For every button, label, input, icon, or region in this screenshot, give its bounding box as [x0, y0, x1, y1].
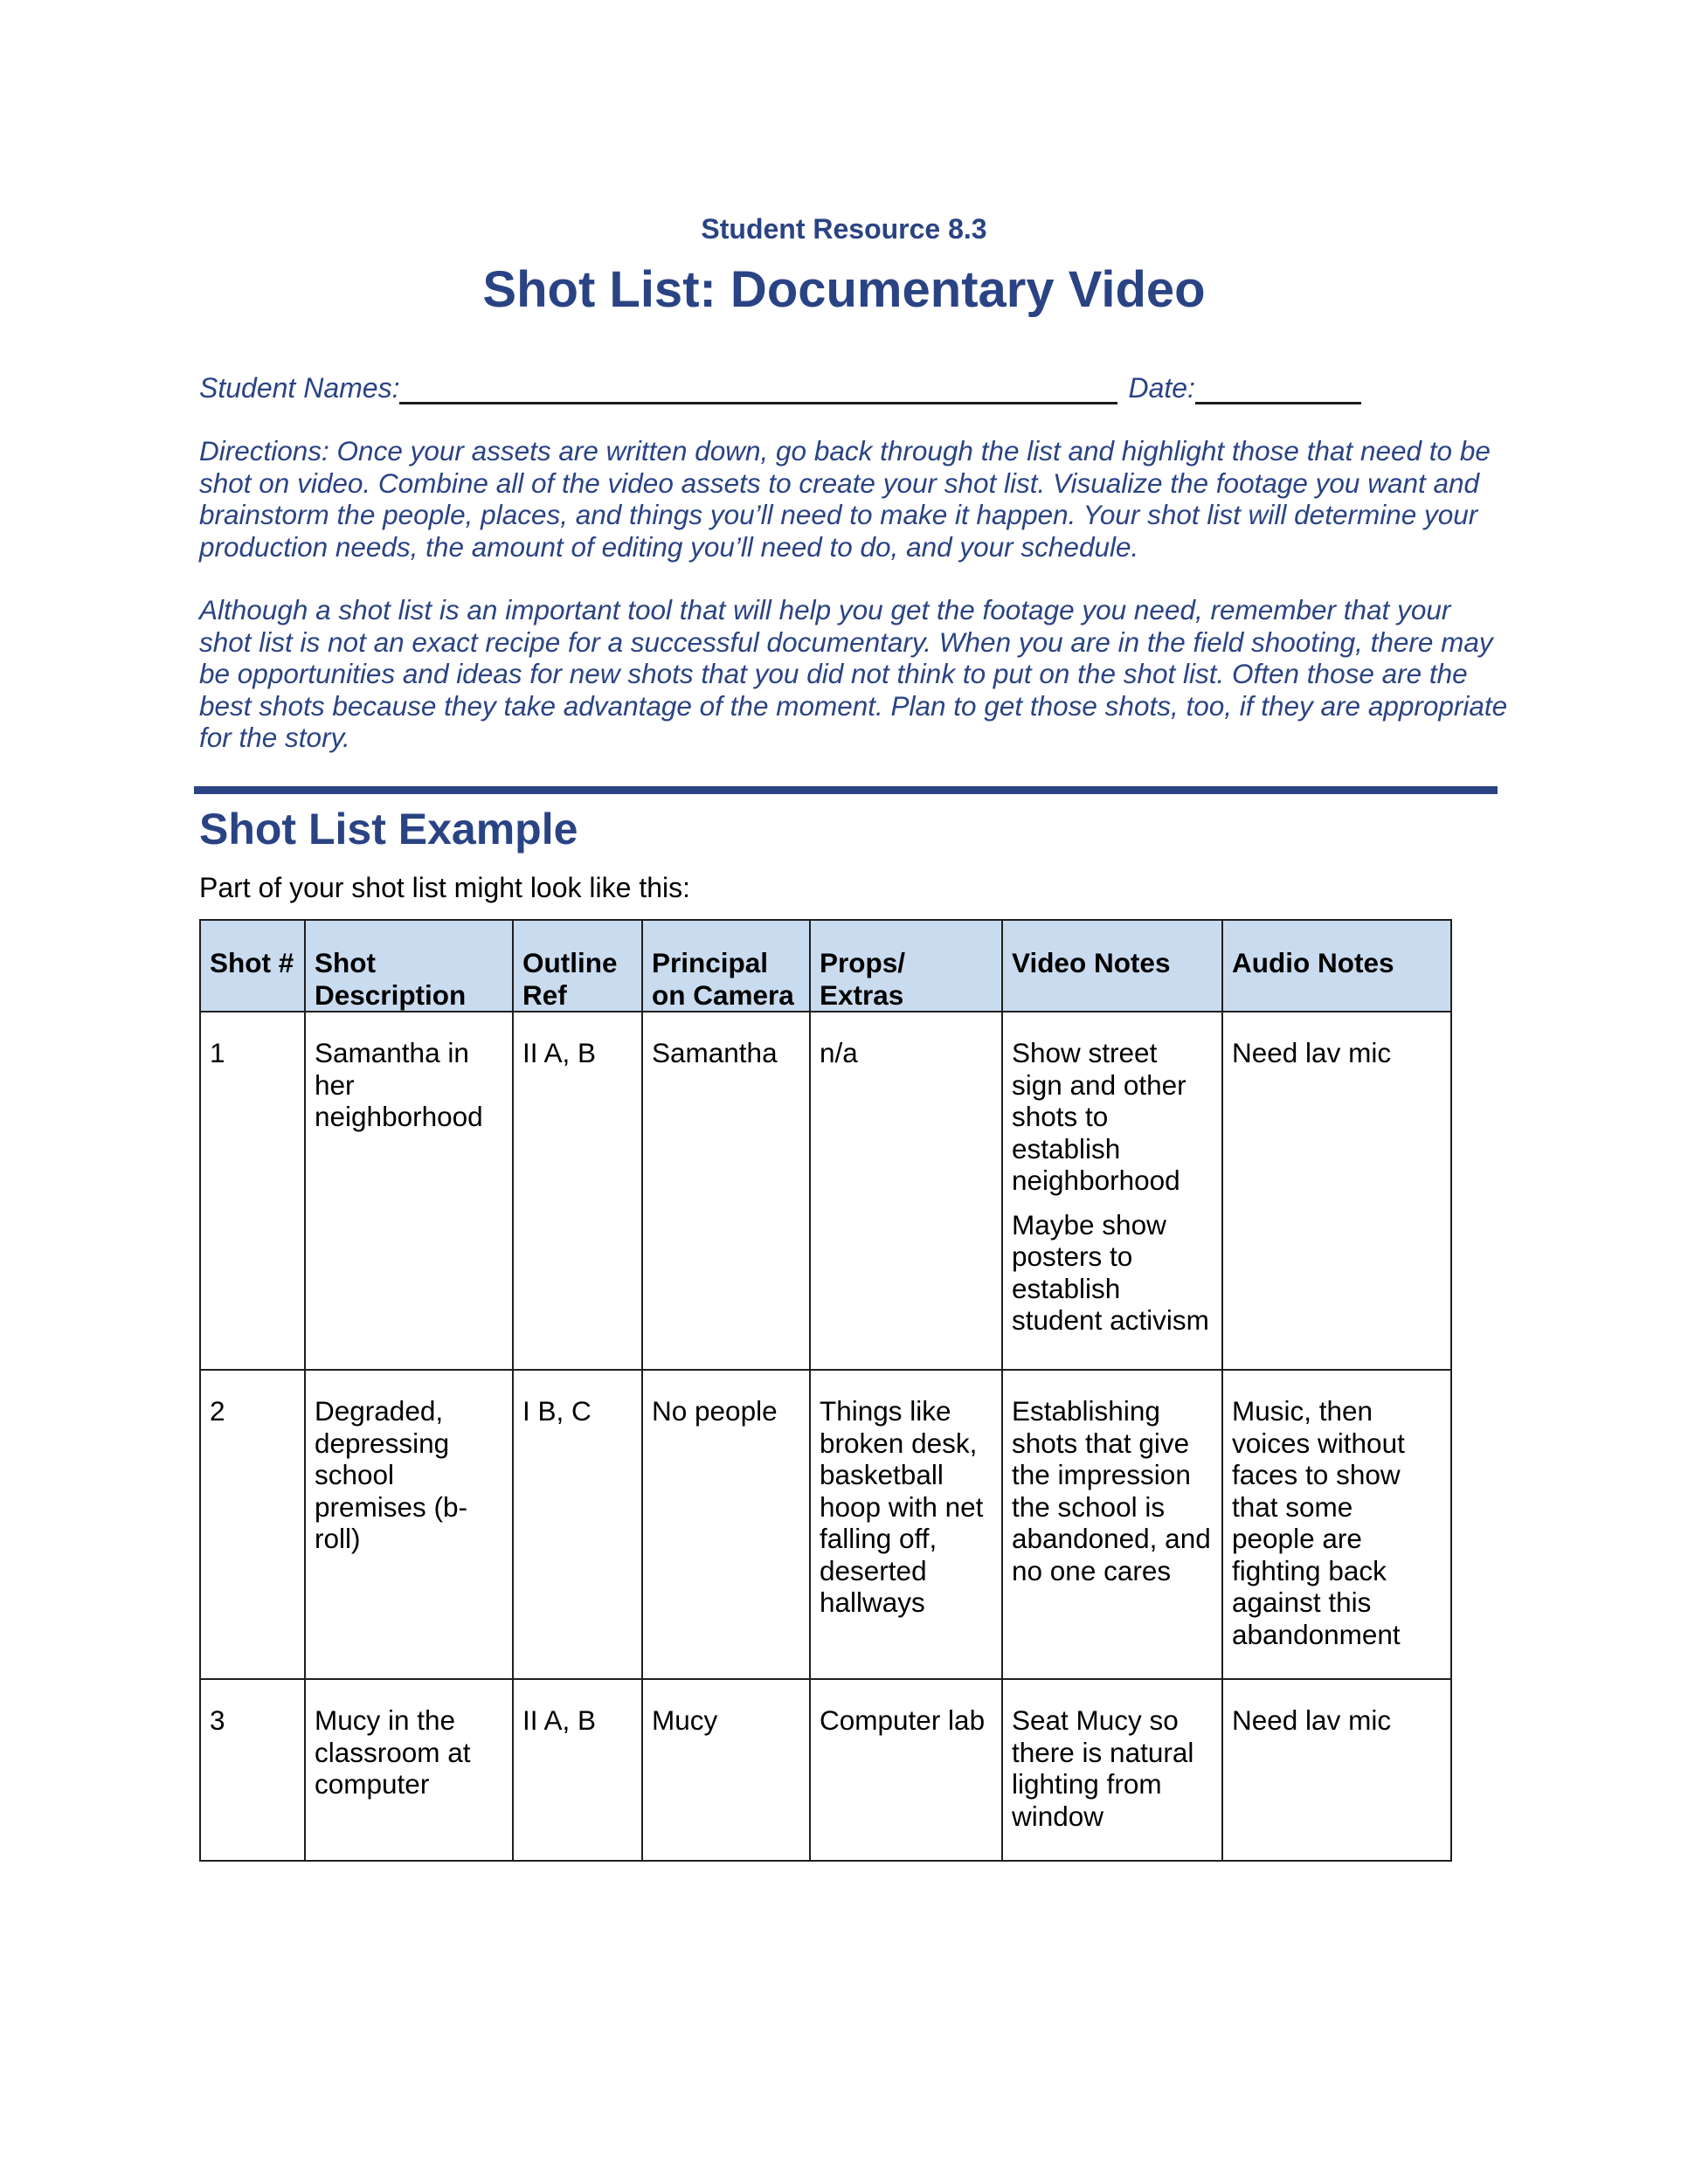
header-shot-number: Shot #	[200, 920, 305, 1012]
outline-ref-cell: I B, C	[513, 1370, 642, 1679]
principal-cell: No people	[642, 1370, 810, 1679]
audio-notes-cell: Need lav mic	[1222, 1012, 1451, 1370]
props-cell: Computer lab	[810, 1679, 1002, 1861]
outline-ref-cell: II A, B	[513, 1679, 642, 1861]
section-title: Shot List Example	[199, 805, 578, 854]
audio-notes-cell: Music, then voices without faces to show that some people are fighting back against this abandonment	[1222, 1370, 1451, 1679]
student-names-label: Student Names:	[199, 372, 400, 404]
shot-number-cell: 1	[200, 1012, 305, 1370]
video-note: Maybe show posters to establish student activism	[1012, 1208, 1209, 1336]
shot-description-cell: Degraded, depressing school premises (b-roll)	[305, 1370, 513, 1679]
resource-label: Student Resource 8.3	[701, 213, 987, 245]
section-intro: Part of your shot list might look like this:	[199, 872, 690, 903]
header-audio-notes: Audio Notes	[1222, 920, 1451, 1012]
shot-description-cell: Mucy in the classroom at computer	[305, 1679, 513, 1861]
table-row	[200, 1012, 1451, 1370]
shot-list-table	[199, 919, 1452, 1862]
header-outline-ref: Outline Ref	[513, 920, 642, 1012]
principal-cell: Mucy	[642, 1679, 810, 1861]
table-row	[200, 1679, 1451, 1861]
audio-notes-cell: Need lav mic	[1222, 1679, 1451, 1861]
video-notes-cell	[1002, 1679, 1222, 1861]
props-cell: n/a	[810, 1012, 1002, 1370]
table-row	[200, 1370, 1451, 1679]
principal-cell: Samantha	[642, 1012, 810, 1370]
header-principal-on-camera: Principal on Camera	[642, 920, 810, 1012]
header-props-extras: Props/ Extras	[810, 920, 1002, 1012]
advice-paragraph: Although a shot list is an important tool that will help you get the footage you need, remember that your shot list is not an exact recipe for a successful documentary. When you are in the field shooting, there may be opportunities and ideas for new shots that you did not think to put on the shot list. Often those are the best shots because they take advantage of the moment. Plan to get those shots, too, if they are appropriate for the story.	[199, 594, 1508, 753]
video-note: Show street sign and other shots to establish neighborhood	[1012, 1037, 1186, 1196]
document-title: Shot List: Documentary Video	[482, 261, 1206, 318]
student-info-line	[199, 370, 1361, 404]
header-shot-description: Shot Description	[305, 920, 513, 1012]
video-notes-cell	[1002, 1012, 1222, 1370]
video-note: Establishing shots that give the impression the school is abandoned, and no one cares	[1012, 1395, 1211, 1586]
section-divider	[194, 786, 1498, 794]
header-video-notes: Video Notes	[1002, 920, 1222, 1012]
date-blank[interactable]	[1195, 370, 1361, 404]
shot-description-cell: Samantha in her neighborhood	[305, 1012, 513, 1370]
directions-paragraph: Directions: Once your assets are written down, go back through the list and highlight those that need to be shot on video. Combine all of the video assets to create your shot list. Visualize the footage you want and brainstorm the people, places, and things you’ll need to make it happen. Your shot list will determine your production needs, the amount of editing you’ll need to do, and your schedule.	[199, 435, 1491, 563]
video-notes-cell	[1002, 1370, 1222, 1679]
shot-number-cell: 3	[200, 1679, 305, 1861]
table-header-row	[200, 920, 1451, 1012]
student-names-blank[interactable]	[399, 370, 1117, 404]
props-cell: Things like broken desk, basketball hoop with net falling off, deserted hallways	[810, 1370, 1002, 1679]
date-label: Date:	[1128, 372, 1195, 404]
shot-number-cell: 2	[200, 1370, 305, 1679]
outline-ref-cell: II A, B	[513, 1012, 642, 1370]
video-note: Seat Mucy so there is natural lighting from window	[1012, 1704, 1194, 1832]
